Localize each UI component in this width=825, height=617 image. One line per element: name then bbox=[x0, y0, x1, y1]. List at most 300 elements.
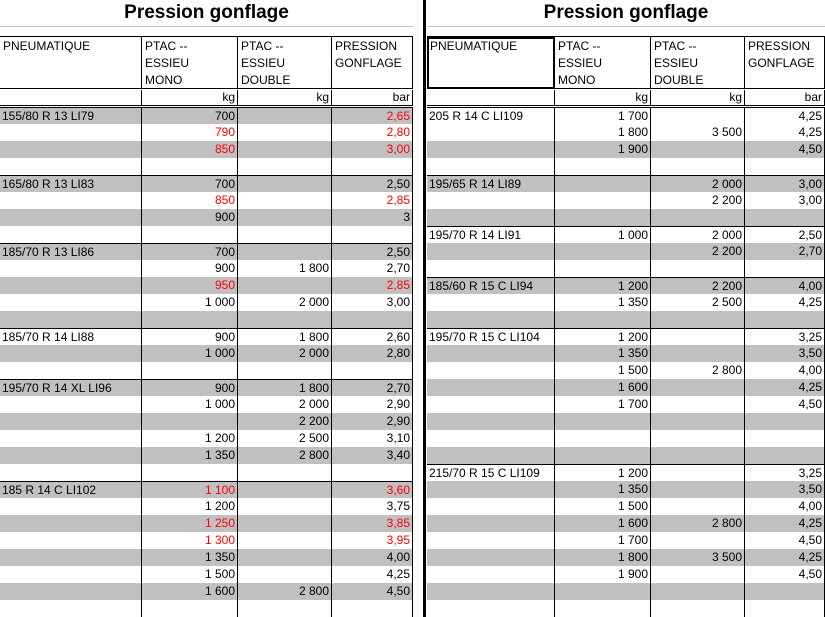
cell-ptac-double[interactable] bbox=[238, 141, 332, 158]
header-pression[interactable]: PRESSION GONFLAGE bbox=[745, 37, 825, 89]
table-row bbox=[0, 549, 413, 566]
cell-pression[interactable] bbox=[332, 362, 413, 379]
cell-ptac-double[interactable] bbox=[238, 566, 332, 583]
cell-pneumatique[interactable] bbox=[0, 583, 142, 600]
cell-ptac-double[interactable]: 2 000 bbox=[238, 396, 332, 413]
cell-pneumatique[interactable] bbox=[427, 192, 555, 209]
cell-pneumatique[interactable]: 195/70 R 14 XL LI96 bbox=[0, 380, 142, 397]
header-ptac-double[interactable]: PTAC -- ESSIEU DOUBLE bbox=[651, 37, 745, 89]
header-ptac-double[interactable]: PTAC -- ESSIEU DOUBLE bbox=[238, 37, 332, 89]
cell-pression[interactable] bbox=[745, 600, 825, 617]
cell-ptac-mono[interactable] bbox=[555, 209, 651, 226]
cell-ptac-double[interactable] bbox=[238, 600, 332, 617]
cell-pneumatique[interactable] bbox=[0, 413, 142, 430]
cell-ptac-mono[interactable]: 1 000 bbox=[142, 345, 238, 362]
table-row bbox=[427, 124, 825, 141]
cell-ptac-double[interactable]: 2 200 bbox=[651, 278, 745, 295]
table-row bbox=[0, 498, 413, 515]
cell-ptac-double[interactable] bbox=[238, 482, 332, 499]
cell-pneumatique[interactable] bbox=[427, 481, 555, 498]
table-row bbox=[427, 243, 825, 260]
units-row bbox=[0, 90, 413, 106]
table-row bbox=[0, 107, 413, 124]
table-row bbox=[427, 107, 825, 124]
cell-ptac-mono[interactable]: 700 bbox=[142, 108, 238, 125]
cell-pression[interactable]: 3,75 bbox=[332, 498, 413, 515]
cell-ptac-double[interactable]: 2 000 bbox=[651, 227, 745, 244]
cell-ptac-mono[interactable]: 1 700 bbox=[555, 532, 651, 549]
cell-pression[interactable]: 2,85 bbox=[332, 192, 413, 209]
table-row bbox=[0, 566, 413, 583]
cell-pression[interactable]: 3,40 bbox=[332, 447, 413, 464]
cell-ptac-mono[interactable]: 1 700 bbox=[555, 396, 651, 413]
cell-pneumatique[interactable] bbox=[0, 515, 142, 532]
cell-ptac-double[interactable]: 2 000 bbox=[238, 294, 332, 311]
cell-ptac-mono[interactable]: 790 bbox=[142, 124, 238, 141]
cell-pneumatique[interactable] bbox=[0, 447, 142, 464]
cell-pneumatique[interactable]: 215/70 R 15 C LI109 bbox=[427, 465, 555, 482]
cell-ptac-mono[interactable]: 1 250 bbox=[142, 515, 238, 532]
cell-ptac-double[interactable] bbox=[651, 583, 745, 600]
cell-pression[interactable] bbox=[332, 464, 413, 481]
cell-ptac-mono[interactable]: 1 500 bbox=[555, 498, 651, 515]
cell-ptac-mono[interactable] bbox=[555, 413, 651, 430]
cell-ptac-double[interactable]: 3 500 bbox=[651, 549, 745, 566]
header-ptac-mono[interactable]: PTAC -- ESSIEU MONO bbox=[555, 37, 651, 89]
cell-pression[interactable]: 2,70 bbox=[332, 260, 413, 277]
table-row bbox=[427, 583, 825, 600]
cell-ptac-double[interactable] bbox=[238, 362, 332, 379]
table-row bbox=[427, 600, 825, 617]
unit-ptac-double[interactable]: kg bbox=[238, 90, 332, 105]
cell-pression[interactable]: 2,65 bbox=[332, 108, 413, 125]
header-pression[interactable]: PRESSION GONFLAGE bbox=[332, 37, 413, 89]
cell-ptac-double[interactable]: 2 200 bbox=[651, 192, 745, 209]
cell-ptac-double[interactable]: 2 200 bbox=[238, 413, 332, 430]
unit-pression[interactable]: bar bbox=[332, 90, 413, 105]
cell-pression[interactable]: 4,50 bbox=[745, 532, 825, 549]
cell-pression[interactable]: 2,50 bbox=[332, 176, 413, 193]
cell-pression[interactable]: 2,70 bbox=[332, 380, 413, 397]
cell-pression[interactable]: 2,85 bbox=[332, 277, 413, 294]
cell-pression[interactable] bbox=[745, 447, 825, 464]
cell-ptac-double[interactable] bbox=[651, 379, 745, 396]
cell-pneumatique[interactable] bbox=[427, 345, 555, 362]
cell-pneumatique[interactable] bbox=[427, 498, 555, 515]
cell-pneumatique[interactable] bbox=[0, 277, 142, 294]
cell-pneumatique[interactable] bbox=[427, 141, 555, 158]
header-pneumatique[interactable]: PNEUMATIQUE bbox=[427, 37, 555, 89]
cell-ptac-mono[interactable]: 1 800 bbox=[555, 549, 651, 566]
cell-pneumatique[interactable] bbox=[427, 294, 555, 311]
cell-pneumatique[interactable] bbox=[0, 192, 142, 209]
cell-pression[interactable]: 4,25 bbox=[745, 515, 825, 532]
cell-ptac-double[interactable] bbox=[651, 209, 745, 226]
cell-pneumatique[interactable]: 165/80 R 13 LI83 bbox=[0, 176, 142, 193]
cell-pneumatique[interactable] bbox=[0, 430, 142, 447]
cell-ptac-mono[interactable]: 1 350 bbox=[142, 549, 238, 566]
cell-ptac-mono[interactable]: 1 000 bbox=[555, 227, 651, 244]
cell-ptac-double[interactable] bbox=[651, 311, 745, 328]
table-row bbox=[0, 260, 413, 277]
cell-pneumatique[interactable] bbox=[0, 600, 142, 617]
cell-pression[interactable] bbox=[332, 311, 413, 328]
cell-pneumatique[interactable] bbox=[0, 124, 142, 141]
cell-pression[interactable]: 2,50 bbox=[745, 227, 825, 244]
cell-pression[interactable]: 4,25 bbox=[332, 566, 413, 583]
cell-ptac-double[interactable] bbox=[238, 498, 332, 515]
cell-pression[interactable] bbox=[745, 583, 825, 600]
cell-pression[interactable]: 4,50 bbox=[332, 583, 413, 600]
cell-pression[interactable] bbox=[745, 260, 825, 277]
cell-pneumatique[interactable]: 185 R 14 C LI102 bbox=[0, 482, 142, 499]
cell-ptac-double[interactable] bbox=[238, 158, 332, 175]
cell-ptac-mono[interactable]: 1 300 bbox=[142, 532, 238, 549]
cell-pression[interactable]: 4,25 bbox=[745, 379, 825, 396]
cell-ptac-mono[interactable]: 1 200 bbox=[555, 329, 651, 346]
cell-ptac-mono[interactable]: 1 000 bbox=[142, 294, 238, 311]
cell-pneumatique[interactable]: 195/65 R 14 LI89 bbox=[427, 176, 555, 193]
cell-pneumatique[interactable]: 205 R 14 C LI109 bbox=[427, 108, 555, 125]
unit-pneumatique[interactable] bbox=[0, 90, 142, 105]
cell-pneumatique[interactable] bbox=[427, 532, 555, 549]
cell-pneumatique[interactable] bbox=[0, 209, 142, 226]
cell-pression[interactable]: 4,00 bbox=[332, 549, 413, 566]
cell-pression[interactable]: 4,25 bbox=[745, 294, 825, 311]
cell-pression[interactable]: 2,50 bbox=[332, 244, 413, 261]
table-row bbox=[427, 294, 825, 311]
cell-pression[interactable] bbox=[745, 430, 825, 447]
table-row bbox=[0, 583, 413, 600]
cell-pression[interactable]: 4,50 bbox=[745, 141, 825, 158]
cell-pneumatique[interactable] bbox=[0, 566, 142, 583]
cell-pression[interactable]: 3,00 bbox=[332, 294, 413, 311]
cell-pression[interactable]: 3,50 bbox=[745, 345, 825, 362]
cell-ptac-double[interactable] bbox=[238, 176, 332, 193]
cell-ptac-double[interactable]: 1 800 bbox=[238, 329, 332, 346]
cell-pneumatique[interactable]: 185/60 R 15 C LI94 bbox=[427, 278, 555, 295]
cell-pneumatique[interactable] bbox=[427, 158, 555, 175]
cell-ptac-mono[interactable] bbox=[555, 260, 651, 277]
cell-pneumatique[interactable] bbox=[0, 311, 142, 328]
cell-ptac-mono[interactable] bbox=[142, 413, 238, 430]
cell-ptac-mono[interactable]: 1 350 bbox=[142, 447, 238, 464]
cell-ptac-double[interactable] bbox=[651, 481, 745, 498]
cell-pression[interactable]: 3,10 bbox=[332, 430, 413, 447]
cell-ptac-mono[interactable] bbox=[142, 311, 238, 328]
cell-ptac-double[interactable]: 2 800 bbox=[238, 447, 332, 464]
cell-ptac-double[interactable] bbox=[651, 447, 745, 464]
cell-pression[interactable] bbox=[332, 158, 413, 175]
cell-ptac-mono[interactable]: 700 bbox=[142, 176, 238, 193]
header-ptac-mono[interactable]: PTAC -- ESSIEU MONO bbox=[142, 37, 238, 89]
cell-pression[interactable]: 3 bbox=[332, 209, 413, 226]
cell-ptac-double[interactable]: 1 800 bbox=[238, 260, 332, 277]
cell-pneumatique[interactable] bbox=[427, 260, 555, 277]
cell-pneumatique[interactable] bbox=[427, 209, 555, 226]
cell-ptac-mono[interactable]: 1 350 bbox=[555, 481, 651, 498]
cell-ptac-mono[interactable]: 850 bbox=[142, 192, 238, 209]
cell-pression[interactable]: 2,80 bbox=[332, 345, 413, 362]
cell-pneumatique[interactable] bbox=[0, 498, 142, 515]
cell-ptac-double[interactable] bbox=[238, 244, 332, 261]
cell-ptac-mono[interactable] bbox=[555, 243, 651, 260]
cell-pneumatique[interactable] bbox=[427, 549, 555, 566]
sheet-title: Pression gonflage bbox=[427, 0, 825, 27]
cell-pneumatique[interactable] bbox=[427, 379, 555, 396]
cell-ptac-double[interactable]: 2 000 bbox=[238, 345, 332, 362]
cell-pression[interactable] bbox=[745, 209, 825, 226]
cell-ptac-double[interactable] bbox=[238, 311, 332, 328]
unit-pneumatique[interactable] bbox=[427, 90, 555, 105]
cell-ptac-mono[interactable] bbox=[142, 600, 238, 617]
cell-ptac-double[interactable] bbox=[651, 141, 745, 158]
table-row bbox=[0, 362, 413, 379]
cell-ptac-double[interactable]: 1 800 bbox=[238, 380, 332, 397]
cell-ptac-mono[interactable] bbox=[555, 430, 651, 447]
cell-pression[interactable] bbox=[332, 226, 413, 243]
cell-ptac-mono[interactable]: 1 200 bbox=[555, 465, 651, 482]
table-row bbox=[427, 226, 825, 243]
cell-ptac-mono[interactable] bbox=[555, 600, 651, 617]
cell-ptac-mono[interactable] bbox=[142, 464, 238, 481]
cell-pneumatique[interactable] bbox=[427, 430, 555, 447]
cell-ptac-mono[interactable] bbox=[555, 311, 651, 328]
cell-ptac-mono[interactable]: 1 600 bbox=[555, 515, 651, 532]
table-row bbox=[427, 192, 825, 209]
cell-ptac-mono[interactable]: 1 600 bbox=[142, 583, 238, 600]
table-row bbox=[427, 141, 825, 158]
cell-ptac-mono[interactable]: 700 bbox=[142, 244, 238, 261]
cell-ptac-double[interactable]: 2 000 bbox=[651, 176, 745, 193]
cell-pneumatique[interactable] bbox=[0, 260, 142, 277]
table-row bbox=[427, 379, 825, 396]
table-row bbox=[0, 158, 413, 175]
cell-ptac-mono[interactable]: 1 000 bbox=[142, 396, 238, 413]
table-row bbox=[427, 328, 825, 345]
cell-ptac-double[interactable] bbox=[651, 532, 745, 549]
cell-pneumatique[interactable] bbox=[427, 600, 555, 617]
cell-ptac-double[interactable] bbox=[651, 345, 745, 362]
cell-ptac-double[interactable] bbox=[651, 566, 745, 583]
unit-ptac-double[interactable]: kg bbox=[651, 90, 745, 105]
cell-pression[interactable]: 2,70 bbox=[745, 243, 825, 260]
cell-pneumatique[interactable] bbox=[427, 413, 555, 430]
cell-ptac-mono[interactable]: 1 100 bbox=[142, 482, 238, 499]
cell-pression[interactable]: 4,25 bbox=[745, 108, 825, 125]
cell-pneumatique[interactable] bbox=[0, 532, 142, 549]
cell-ptac-double[interactable] bbox=[651, 108, 745, 125]
cell-ptac-mono[interactable]: 1 500 bbox=[142, 566, 238, 583]
cell-ptac-mono[interactable]: 1 900 bbox=[555, 566, 651, 583]
table-row bbox=[0, 175, 413, 192]
cell-ptac-double[interactable]: 2 800 bbox=[238, 583, 332, 600]
cell-ptac-mono[interactable] bbox=[142, 226, 238, 243]
cell-ptac-mono[interactable]: 1 900 bbox=[555, 141, 651, 158]
cell-pression[interactable]: 4,25 bbox=[745, 549, 825, 566]
cell-pneumatique[interactable] bbox=[0, 294, 142, 311]
cell-pneumatique[interactable]: 195/70 R 14 LI91 bbox=[427, 227, 555, 244]
table-row bbox=[427, 532, 825, 549]
cell-ptac-double[interactable] bbox=[651, 158, 745, 175]
cell-ptac-double[interactable] bbox=[238, 464, 332, 481]
unit-pression[interactable]: bar bbox=[745, 90, 825, 105]
cell-ptac-mono[interactable]: 1 350 bbox=[555, 345, 651, 362]
cell-pression[interactable]: 4,00 bbox=[745, 498, 825, 515]
units-row bbox=[427, 90, 825, 106]
cell-ptac-mono[interactable]: 1 200 bbox=[142, 430, 238, 447]
cell-pneumatique[interactable] bbox=[427, 447, 555, 464]
cell-ptac-double[interactable] bbox=[238, 192, 332, 209]
cell-pression[interactable]: 2,90 bbox=[332, 413, 413, 430]
cell-ptac-mono[interactable] bbox=[142, 362, 238, 379]
cell-pression[interactable] bbox=[745, 413, 825, 430]
cell-ptac-double[interactable] bbox=[238, 108, 332, 125]
cell-pression[interactable]: 3,85 bbox=[332, 515, 413, 532]
cell-ptac-double[interactable]: 2 800 bbox=[651, 362, 745, 379]
table-row bbox=[427, 277, 825, 294]
cell-pression[interactable]: 3,25 bbox=[745, 465, 825, 482]
cell-ptac-double[interactable] bbox=[651, 465, 745, 482]
cell-ptac-double[interactable]: 2 200 bbox=[651, 243, 745, 260]
cell-ptac-double[interactable] bbox=[238, 277, 332, 294]
table-row bbox=[0, 396, 413, 413]
table-row bbox=[427, 413, 825, 430]
cell-ptac-mono[interactable]: 1 800 bbox=[555, 124, 651, 141]
cell-pneumatique[interactable] bbox=[427, 124, 555, 141]
cell-ptac-mono[interactable]: 950 bbox=[142, 277, 238, 294]
cell-ptac-double[interactable] bbox=[238, 532, 332, 549]
cell-ptac-double[interactable]: 2 500 bbox=[238, 430, 332, 447]
cell-pression[interactable]: 4,00 bbox=[745, 278, 825, 295]
cell-pression[interactable]: 4,25 bbox=[745, 124, 825, 141]
cell-pression[interactable] bbox=[745, 311, 825, 328]
cell-ptac-mono[interactable]: 900 bbox=[142, 260, 238, 277]
table-row bbox=[0, 311, 413, 328]
cell-ptac-mono[interactable] bbox=[555, 447, 651, 464]
cell-ptac-double[interactable] bbox=[651, 329, 745, 346]
table-row bbox=[0, 413, 413, 430]
cell-ptac-double[interactable] bbox=[238, 226, 332, 243]
header-row bbox=[427, 36, 825, 89]
cell-pneumatique[interactable] bbox=[427, 243, 555, 260]
table-row bbox=[0, 464, 413, 481]
table-row bbox=[0, 328, 413, 345]
cell-pression[interactable]: 3,00 bbox=[332, 141, 413, 158]
cell-ptac-mono[interactable]: 850 bbox=[142, 141, 238, 158]
cell-ptac-mono[interactable]: 1 200 bbox=[555, 278, 651, 295]
cell-pneumatique[interactable] bbox=[427, 515, 555, 532]
cell-ptac-double[interactable] bbox=[238, 209, 332, 226]
cell-pression[interactable] bbox=[745, 158, 825, 175]
cell-pression[interactable]: 3,60 bbox=[332, 482, 413, 499]
cell-pneumatique[interactable]: 195/70 R 15 C LI104 bbox=[427, 329, 555, 346]
cell-pression[interactable]: 2,60 bbox=[332, 329, 413, 346]
cell-ptac-double[interactable] bbox=[238, 549, 332, 566]
cell-pression[interactable]: 3,95 bbox=[332, 532, 413, 549]
table-row bbox=[0, 430, 413, 447]
cell-pression[interactable]: 4,00 bbox=[745, 362, 825, 379]
cell-pneumatique[interactable] bbox=[0, 549, 142, 566]
cell-pneumatique[interactable]: 185/70 R 14 LI88 bbox=[0, 329, 142, 346]
cell-ptac-mono[interactable]: 1 350 bbox=[555, 294, 651, 311]
cell-ptac-double[interactable]: 3 500 bbox=[651, 124, 745, 141]
table-row bbox=[0, 141, 413, 158]
cell-pression[interactable]: 3,25 bbox=[745, 329, 825, 346]
cell-pneumatique[interactable]: 185/70 R 13 LI86 bbox=[0, 244, 142, 261]
cell-pression[interactable]: 3,00 bbox=[745, 176, 825, 193]
table-row bbox=[0, 600, 413, 617]
cell-ptac-double[interactable] bbox=[651, 600, 745, 617]
table-row bbox=[427, 430, 825, 447]
cell-pneumatique[interactable] bbox=[0, 464, 142, 481]
cell-pneumatique[interactable] bbox=[427, 566, 555, 583]
unit-ptac-mono[interactable]: kg bbox=[555, 90, 651, 105]
cell-ptac-mono[interactable]: 1 700 bbox=[555, 108, 651, 125]
cell-pression[interactable]: 2,80 bbox=[332, 124, 413, 141]
cell-ptac-mono[interactable] bbox=[555, 192, 651, 209]
cell-ptac-mono[interactable]: 900 bbox=[142, 380, 238, 397]
table-row bbox=[0, 345, 413, 362]
header-pneumatique[interactable]: PNEUMATIQUE bbox=[0, 37, 142, 89]
cell-pneumatique[interactable] bbox=[0, 396, 142, 413]
cell-ptac-double[interactable] bbox=[651, 498, 745, 515]
cell-ptac-mono[interactable] bbox=[555, 583, 651, 600]
cell-pneumatique[interactable] bbox=[427, 583, 555, 600]
cell-ptac-mono[interactable]: 900 bbox=[142, 329, 238, 346]
cell-ptac-mono[interactable]: 1 600 bbox=[555, 379, 651, 396]
cell-ptac-mono[interactable]: 1 200 bbox=[142, 498, 238, 515]
cell-ptac-double[interactable]: 2 500 bbox=[651, 294, 745, 311]
unit-ptac-mono[interactable]: kg bbox=[142, 90, 238, 105]
cell-pneumatique[interactable] bbox=[0, 158, 142, 175]
cell-ptac-mono[interactable] bbox=[142, 158, 238, 175]
table-row bbox=[0, 243, 413, 260]
cell-pneumatique[interactable] bbox=[0, 226, 142, 243]
cell-pneumatique[interactable] bbox=[427, 396, 555, 413]
cell-pneumatique[interactable] bbox=[0, 345, 142, 362]
cell-pression[interactable]: 4,50 bbox=[745, 566, 825, 583]
cell-pneumatique[interactable]: 155/80 R 13 LI79 bbox=[0, 108, 142, 125]
cell-ptac-double[interactable] bbox=[238, 124, 332, 141]
cell-ptac-mono[interactable]: 900 bbox=[142, 209, 238, 226]
cell-ptac-mono[interactable] bbox=[555, 176, 651, 193]
table-row bbox=[427, 209, 825, 226]
cell-pression[interactable]: 4,50 bbox=[745, 396, 825, 413]
table-row bbox=[0, 515, 413, 532]
cell-ptac-double[interactable] bbox=[651, 260, 745, 277]
cell-ptac-double[interactable]: 2 800 bbox=[651, 515, 745, 532]
cell-ptac-mono[interactable] bbox=[555, 158, 651, 175]
table-row bbox=[427, 260, 825, 277]
table-row bbox=[0, 277, 413, 294]
table-row bbox=[427, 447, 825, 464]
cell-ptac-mono[interactable]: 1 500 bbox=[555, 362, 651, 379]
cell-ptac-double[interactable] bbox=[238, 515, 332, 532]
cell-ptac-double[interactable] bbox=[651, 430, 745, 447]
cell-pneumatique[interactable] bbox=[0, 362, 142, 379]
table-row bbox=[427, 396, 825, 413]
cell-ptac-double[interactable] bbox=[651, 396, 745, 413]
cell-pneumatique[interactable] bbox=[0, 141, 142, 158]
cell-pression[interactable]: 2,90 bbox=[332, 396, 413, 413]
cell-ptac-double[interactable] bbox=[651, 413, 745, 430]
cell-pression[interactable] bbox=[332, 600, 413, 617]
cell-pression[interactable]: 3,50 bbox=[745, 481, 825, 498]
cell-pneumatique[interactable] bbox=[427, 362, 555, 379]
cell-pneumatique[interactable] bbox=[427, 311, 555, 328]
cell-pression[interactable]: 3,00 bbox=[745, 192, 825, 209]
